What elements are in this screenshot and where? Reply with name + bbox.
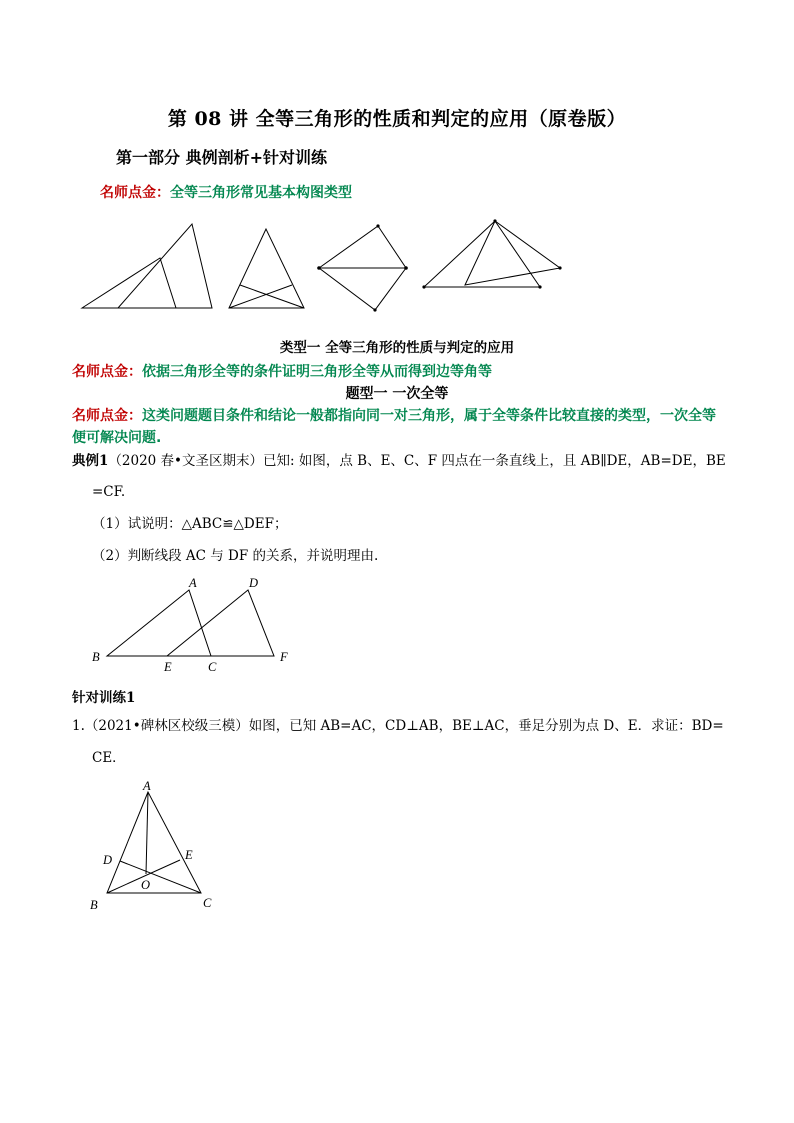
example-1-line2: =CF. (92, 484, 126, 500)
point-label-d: D (103, 853, 113, 867)
part-heading: 第一部分 典例剖析+针对训练 (116, 148, 327, 167)
example-1-question-2: （2）判断线段 AC 与 DF 的关系，并说明理由. (92, 548, 379, 564)
point-label-f: F (280, 650, 288, 664)
tip-3-text-line2: 便可解决问题. (72, 430, 162, 446)
subtype-heading: 题型一 一次全等 (345, 386, 449, 402)
point-label-e: E (185, 848, 193, 862)
tip-3-label: 名师点金： (72, 408, 142, 424)
point-label-d: D (249, 576, 259, 590)
point-label-a: A (143, 779, 151, 793)
triangle-abc (107, 792, 201, 893)
example-1-statement: （2020 春•文圣区期末）已知: 如图，点 B、E、C、F 四点在一条直线上，且 AB∥DE，AB=DE，BE (108, 453, 726, 469)
line-cd (120, 861, 201, 893)
type-heading: 类型一 全等三角形的性质与判定的应用 (279, 340, 515, 356)
point-label-c: C (208, 660, 217, 674)
point-label-b: B (92, 650, 100, 664)
point-label-b: B (90, 898, 98, 912)
point-label-e: E (164, 660, 172, 674)
problem-1-line1: 1.（2021•碑林区校级三模）如图，已知 AB=AC，CD⊥AB，BE⊥AC，垂足分别为点 D、E．求证：BD= (72, 718, 724, 734)
line-ao (146, 792, 148, 874)
tip-3-text-line1: 这类问题题目条件和结论一般都指向同一对三角形，属于全等条件比较直接的类型，一次全等 (142, 408, 716, 424)
tip-2-label: 名师点金： (72, 364, 142, 380)
example-1-question-1: （1）试说明：△ABC≌△DEF； (92, 516, 288, 532)
problem-1-line2: CE． (92, 750, 126, 766)
example-1-label: 典例1 (72, 453, 109, 469)
point-label-o: O (141, 878, 151, 892)
tip-1-text: 全等三角形常见基本构图类型 (170, 185, 352, 201)
page-title: 第 08 讲 全等三角形的性质和判定的应用（原卷版） (167, 108, 627, 130)
tip-1-label: 名师点金： (100, 185, 170, 201)
training-heading: 针对训练1 (72, 690, 136, 706)
point-label-a: A (189, 576, 197, 590)
tip-2-text: 依据三角形全等的条件证明三角形全等从而得到边等角等 (142, 364, 492, 380)
point-label-c: C (203, 896, 212, 910)
